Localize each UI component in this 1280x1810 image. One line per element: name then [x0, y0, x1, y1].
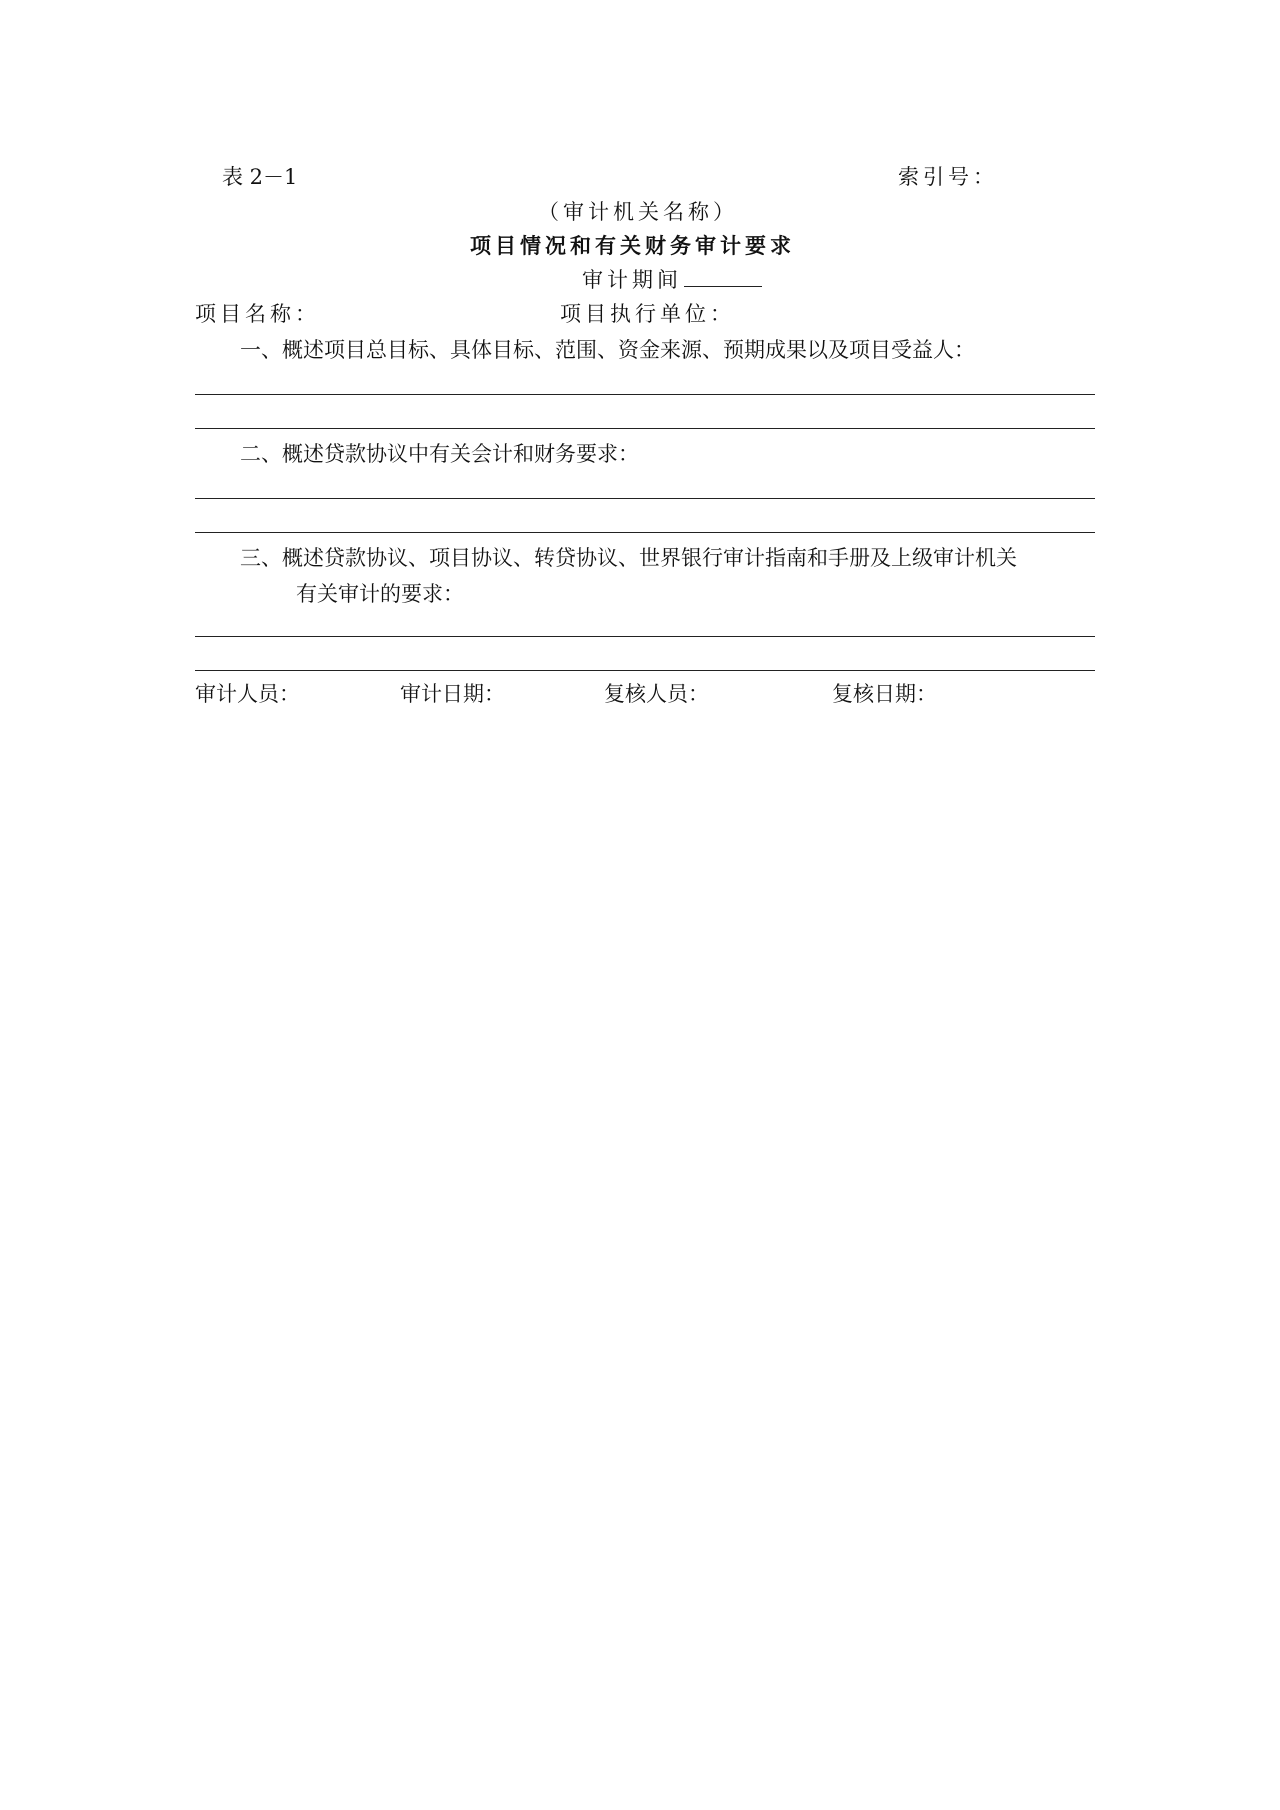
reviewer-label: 复核人员： — [604, 682, 709, 706]
audit-date-label: 审计日期： — [400, 682, 505, 706]
section-1-text: 一、概述项目总目标、具体目标、范围、资金来源、预期成果以及项目受益人： — [240, 338, 975, 362]
section-2-text: 二、概述贷款协议中有关会计和财务要求： — [240, 442, 639, 466]
review-date-label: 复核日期： — [832, 682, 937, 706]
audit-period-blank — [684, 268, 762, 287]
audit-period — [582, 266, 762, 294]
index-number-label: 索引号： — [898, 165, 998, 189]
section-3-text-line-2: 有关审计的要求： — [296, 582, 464, 606]
form-title: 项目情况和有关财务审计要求 — [470, 233, 795, 258]
audit-period-label: 审计期间 — [582, 268, 682, 292]
section-1-rule-1 — [195, 394, 1095, 395]
section-1-rule-2 — [195, 428, 1095, 429]
auditor-label: 审计人员： — [195, 682, 300, 706]
section-2-rule-1 — [195, 498, 1095, 499]
table-number: 表 2－1 — [222, 165, 298, 189]
executing-unit-label: 项目执行单位： — [560, 302, 735, 326]
section-2-rule-2 — [195, 532, 1095, 533]
project-name-label: 项目名称： — [195, 302, 320, 326]
agency-name: （审计机关名称） — [538, 200, 738, 224]
section-3-rule-2 — [195, 670, 1095, 671]
section-3-rule-1 — [195, 636, 1095, 637]
section-3-text-line-1: 三、概述贷款协议、项目协议、转贷协议、世界银行审计指南和手册及上级审计机关 — [240, 546, 1017, 570]
